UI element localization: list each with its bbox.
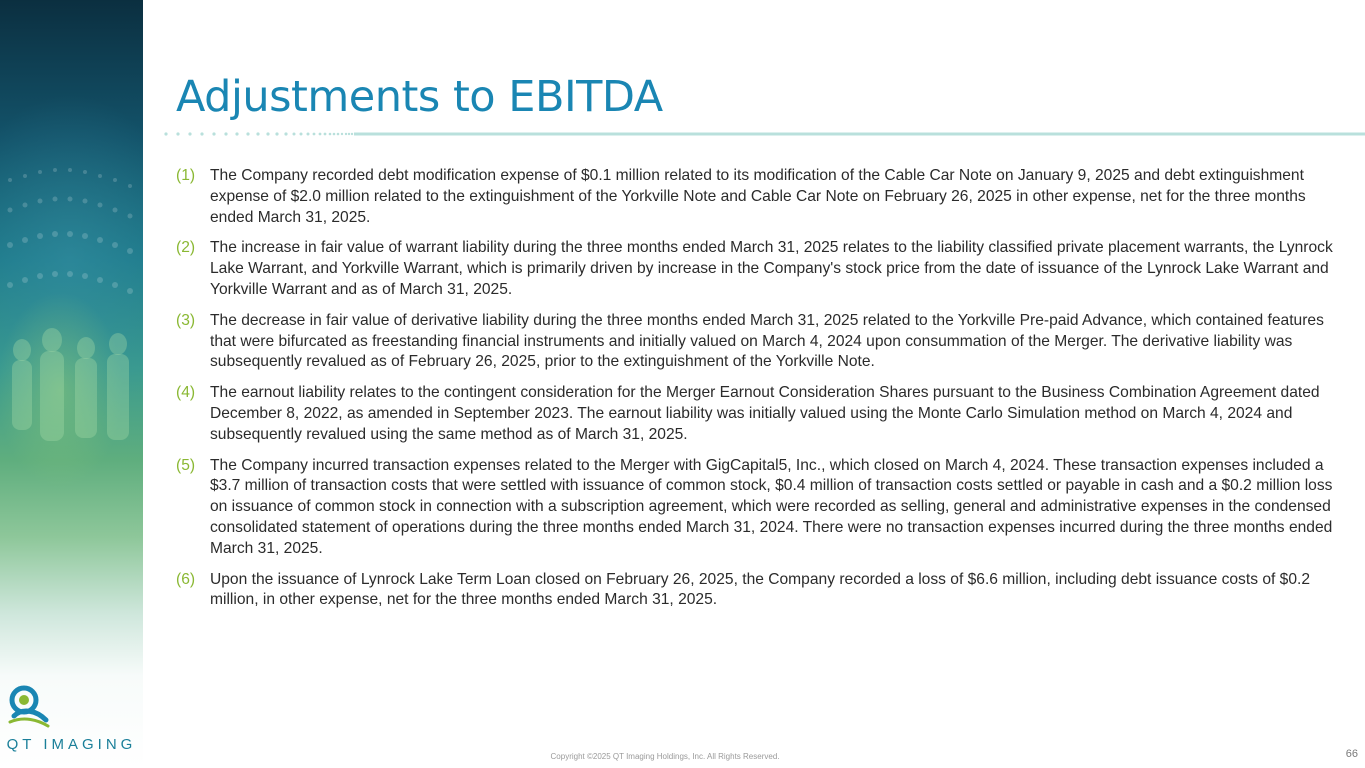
- note-text: Upon the issuance of Lynrock Lake Term Loan closed on February 26, 2025, the Company recorded a loss of $6.6 million, including debt issuance costs of $0.2 million, in other expense, net for the three months ended March 31, 2025.: [210, 570, 1311, 609]
- decorative-sidebar: [0, 0, 143, 768]
- note-number: (6): [176, 570, 196, 588]
- title-divider: [162, 130, 1365, 138]
- note-item: [176, 311, 1336, 373]
- dot-wave-pattern: [0, 0, 143, 768]
- note-item: [176, 456, 1336, 560]
- adjustment-notes-list: [176, 166, 1336, 621]
- note-text: The Company incurred transaction expenses related to the Merger with GigCapital5, Inc., which closed on March 4, 2024. These transaction expenses included a $3.7 million of transaction costs that were settled with issuance of common stock, $0.4 million of transaction costs settled or payable in cash and a $0.2 million loss on issuance of common stock in connection with a subscription agreement, which were recorded as selling, general and administrative expenses in the condensed consolidated statement of operations during the three months ended March 31, 2024. There were no transaction expenses incurred during the three months ended March 31, 2025.: [210, 456, 1333, 557]
- note-number: (1): [176, 167, 196, 184]
- page-title: Adjustments to EBITDA: [176, 72, 663, 122]
- company-logo: [0, 680, 143, 760]
- note-number: (2): [176, 239, 196, 257]
- note-item: [176, 570, 1336, 612]
- note-text: The Company recorded debt modification expense of $0.1 million related to its modification of the Cable Car Note on January 9, 2025 and debt extinguishment expense of $2.0 million related to the extinguishment of the Yorkville Note and Cable Car Note on February 26, 2025 in other expense, net for the three months ended March 31, 2025.: [210, 167, 1306, 226]
- note-text: The earnout liability relates to the contingent consideration for the Merger Earnout Consideration Shares pursuant to the Business Combination Agreement dated December 8, 2022, as amended in September 2023. The earnout liability was initially valued using the Monte Carlo Simulation method on March 4, 2024 and subsequently revalued using the same method as of March 31, 2025.: [210, 384, 1320, 443]
- people-silhouettes: [12, 328, 129, 441]
- qt-logo-icon: [0, 680, 52, 732]
- logo-wordmark: QT IMAGING: [6, 736, 137, 753]
- note-item: [176, 166, 1336, 228]
- note-text: The increase in fair value of warrant liability during the three months ended March 31, 2025 relates to the liability classified private placement warrants, the Lynrock Lake Warrant, and Yorkville Warrant, which is primarily driven by increase in the Company's stock price from the date of issuance of the Lynrock Lake Warrant and Yorkville Warrant and as of March 31, 2025.: [210, 239, 1333, 298]
- note-text: The decrease in fair value of derivative liability during the three months ended March 31, 2025 related to the Yorkville Pre-paid Advance, which contained features that were bifurcated as freestanding financial instruments and initially valued on March 4, 2024 upon consummation of the Merger. The derivative liability was subsequently revalued as of February 26, 2025, prior to the extinguishment of the Yorkville Note.: [210, 311, 1324, 371]
- page-number: 66: [1345, 748, 1358, 760]
- note-number: (4): [176, 384, 196, 402]
- note-item: [176, 238, 1336, 300]
- note-number: (5): [176, 456, 196, 474]
- note-number: (3): [176, 311, 196, 329]
- note-item: [176, 383, 1336, 445]
- copyright-footer: Copyright ©2025 QT Imaging Holdings, Inc. All Rights Reserved.: [550, 752, 780, 761]
